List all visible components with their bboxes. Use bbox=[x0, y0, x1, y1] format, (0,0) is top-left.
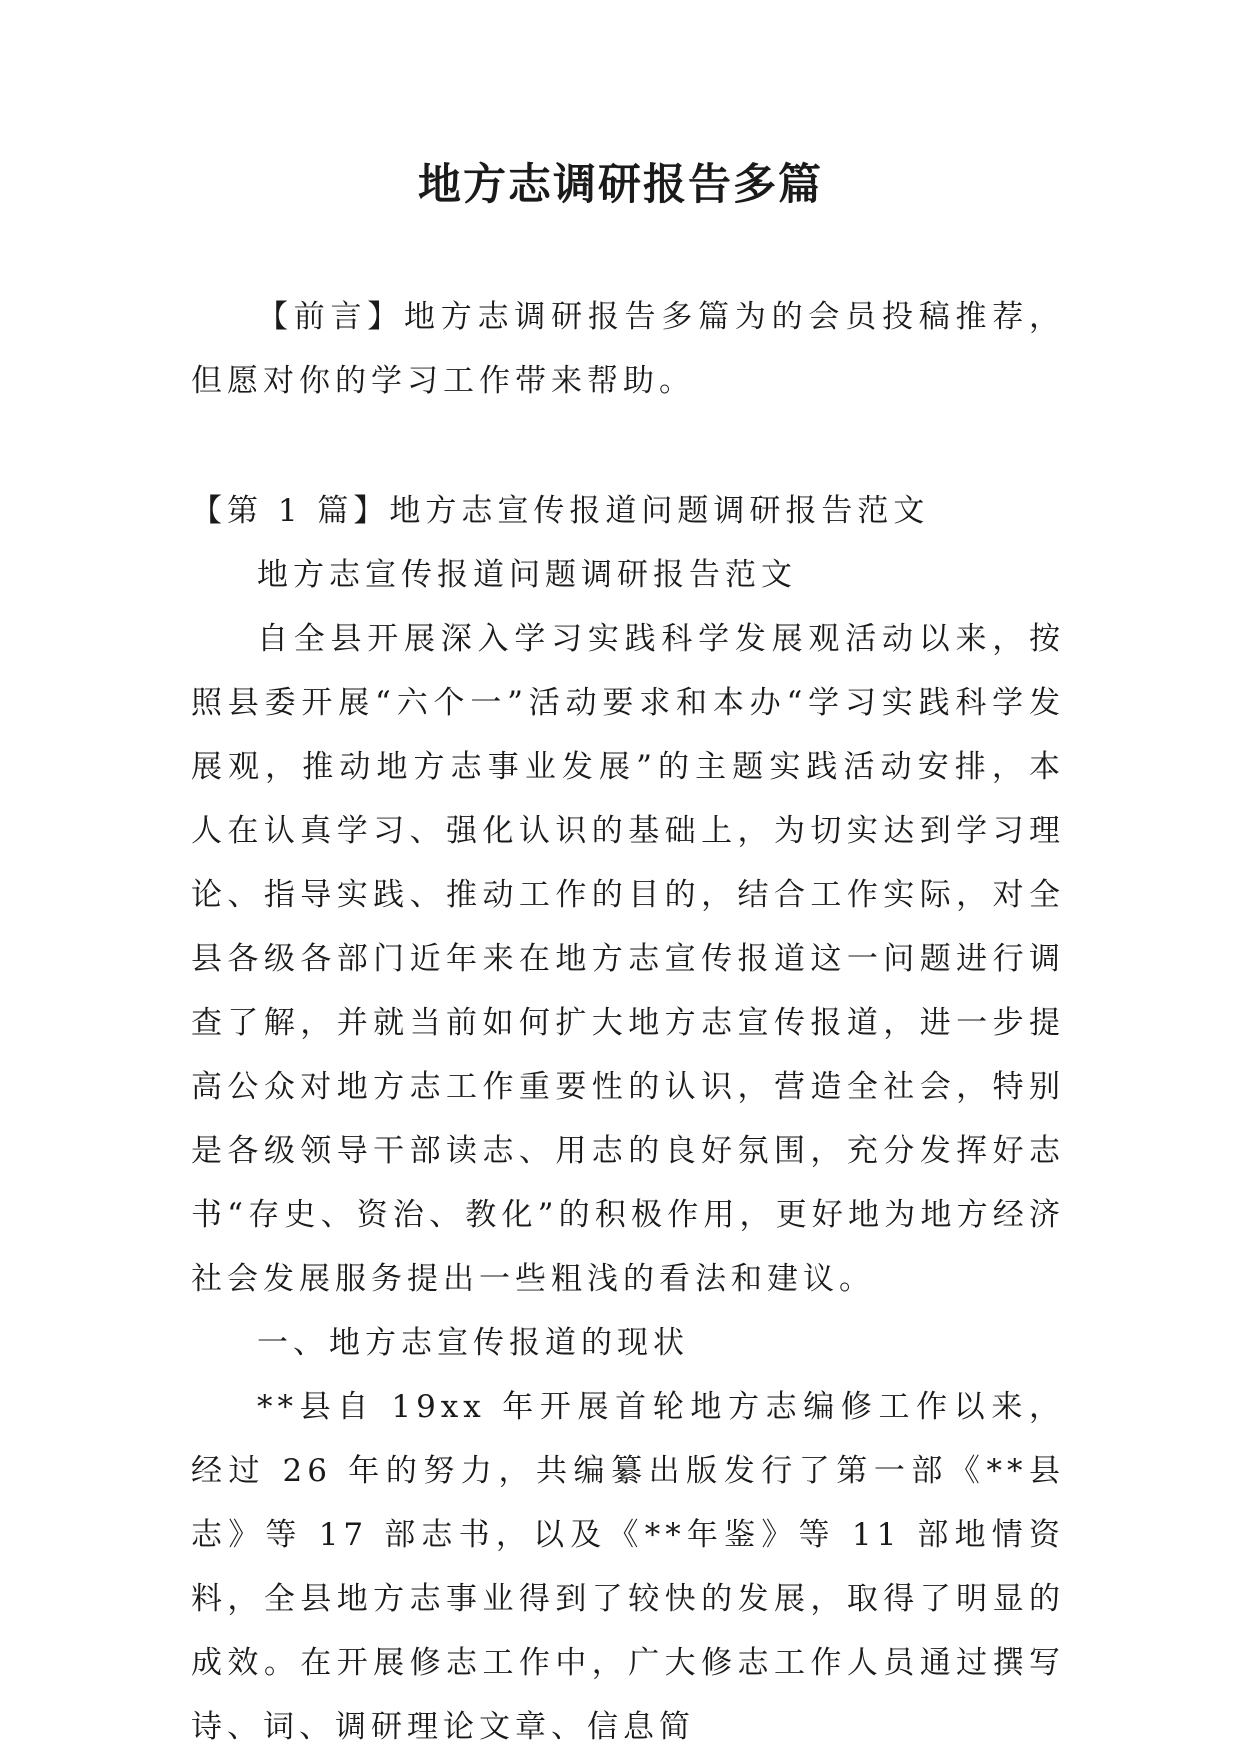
article-title: 地方志宣传报道问题调研报告范文 bbox=[257, 557, 797, 593]
spacer bbox=[191, 413, 1065, 479]
body-paragraph-1: 自全县开展深入学习实践科学发展观活动以来，按照县委开展“六个一”活动要求和本办“学习实践科学发展观，推动地方志事业发展”的主题实践活动安排，本人在认真学习、强化认识的基础上，为切实达到学习理论、指导实践、推动工作的目的，结合工作实际，对全县各级各部门近年来在地方志宣传报道这一问题进行调查了解，并就当前如何扩大地方志宣传报道，进一步提高公众对地方志工作重要性的认识，营造全社会，特别是各级领导干部读志、用志的良好氛围，充分发挥好志书“存史、资治、教化”的积极作用，更好地为地方经济社会发展服务提出一些粗浅的看法和建议。 bbox=[191, 621, 1065, 1297]
preface-paragraph: 【前言】地方志调研报告多篇为的会员投稿推荐，但愿对你的学习工作带来帮助。 bbox=[191, 299, 1065, 399]
document-body bbox=[191, 285, 1065, 1759]
body-paragraph-2: **县自 19xx 年开展首轮地方志编修工作以来，经过 26 年的努力，共编纂出版发行了第一部《**县志》等 17 部志书，以及《**年鉴》等 11 部地情资料，全县地方志事业得到了较快的发展，取得了明显的成效。在开展修志工作中，广大修志工作人员通过撰写诗、词、调研理论文章、信息简 bbox=[191, 1389, 1065, 1745]
subheading-1: 一、地方志宣传报道的现状 bbox=[257, 1325, 689, 1361]
document-title: 地方志调研报告多篇 bbox=[418, 160, 823, 210]
section-heading: 【第 1 篇】地方志宣传报道问题调研报告范文 bbox=[191, 493, 930, 529]
